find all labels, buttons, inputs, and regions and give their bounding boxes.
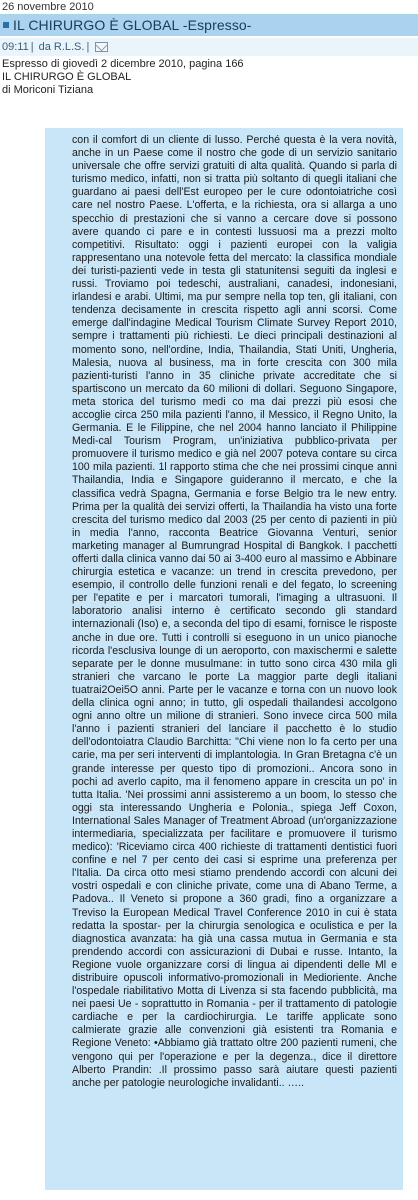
article-box — [45, 128, 403, 1190]
article-source — [2, 58, 244, 97]
post-author[interactable]: da R.L.S. — [38, 41, 85, 53]
source-headline: IL CHIRURGO È GLOBAL — [2, 71, 132, 83]
meta-separator: | — [86, 41, 90, 53]
source-line: Espresso di giovedì 2 dicembre 2010, pagina 166 — [2, 58, 244, 70]
post-meta-bar — [0, 38, 418, 56]
post-date: 26 novembre 2010 — [2, 1, 94, 13]
envelope-icon[interactable] — [95, 42, 108, 52]
meta-separator: | — [30, 41, 34, 53]
post-title-bar — [0, 14, 418, 36]
source-author: di Moriconi Tiziana — [2, 84, 94, 96]
article-body: con il comfort di un cliente di lusso. Perché questa è la vera novità, anche in un Paese come il nostro che gode di un servizio sanitario universale che offre servizi gratuiti di alta qualità. Quando si parla di turismo medico, infatti, non si tratta più soltanto di quegli italiani che guardano ai paesi dell'Est europeo per le cure odontoiatriche così care nel nostro Paese. L'offerta, e la richiesta, ora si allarga a uno specchio di prestazioni che si vanno a cercare dove si possono avere quando ci pare e in contesti lussuosi ma a prezzi molto competitivi. Risultato: oggi i pazienti europei con la valigia rappresentano una notevole fetta del mercato: la classifica mondiale dei turisti-pazienti vede in testa gli statunitensi seguiti da inglesi e russi. Troviamo poi tedeschi, australiani, canadesi, indonesiani, irlandesi e arabi. Ultimi, ma pur sempre nella top ten, gli italiani, con tendenza decisamente in crescita rispetto agli anni scorsi. Come emerge dall'indagine Medical Tourism Climate Survey Report 2010, sempre i trattamenti più richiesti. Le dieci principali destinazioni al momento sono, nell'ordine, India, Thailandia, Stati Uniti, Ungheria, Malesia, nuova al business, ma in forte crescita con 300 mila pazienti-turisti l'anno in 35 cliniche private accreditate che si spartiscono un mercato da 60 milioni di dollari. Seguono Singapore, meta storica del turismo medi co ma dai prezzi più esosi che accoglie circa 250 mila pazienti l'anno, il Messico, il Regno Unito, la Germania. E le Filippine, che nel 2004 hanno lanciato il Philippine Medi-cal Tourism Program, un'iniziativa pubblico-privata per promuovere il turismo medico e già nel 2007 poteva contare su circa 100 mila pazienti. 1l rapporto stima che che nei prossimi cinque anni Thailandia, India e Singapore guideranno il mercato, e che la classifica vedrà Spagna, Germania e forse Belgio tra le new entry. Prima per la qualità dei servizi offerti, la Thailandia ha visto una forte crescita del turismo medico dal 2003 (25 per cento di pazienti in più in media l'anno, racconta Beatrice Giovanna Venturi, senior marketing manager al Bumrungrad Hospital di Bangkok. I pacchetti offerti dalla clinica vanno dai 50 ai 3-400 euro al massimo e Abbinare chirurgia estetica e vacanze: un trend in crescita prevedono, per esempio, il controllo delle funzioni renali e del fegato, lo screening per l'epatite e per i marcatori tumorali, l'imaging a ultrasuoni. Il laboratorio analisi interno è certificato secondo gli standard internazionali (Iso) e, a seconda del tipo di esami, fornisce le risposte anche in due ore. Tutti i controlli si eseguono in un unico pianoche ricorda l'esclusiva lounge di un aeroporto, con maxischermi e salette separate per le donne musulmane: in tutto sono circa 430 mila gli stranieri che varcano le porte La maggior parte degli italiani tuatrai2Oei5O anni. Parte per le vacanze e torna con un nuovo look della clinica ogni anno; in tutto, gli ospedali thailandesi accolgono ogni anno oltre un milione di stranieri. Sono invece circa 500 mila l'anno i pazienti stranieri del lanciare il pacchetto è lo studio dell'odontoiatra Claudio Barchitta: "Chi viene non lo fa certo per una carie, ma per seri interventi di implantologia. In Gran Bretagna c'è un grande interesse per questo tipo di promozioni.. Ancora sono in pochi ad averlo capito, ma il fenomeno appare in crescita un po' in tutta Italia. 'Nei prossimi anni assisteremo a un boom, lo stesso che oggi sta interessando Ungheria e Polonia., spiega Jeff Coxon, International Sales Manager of Treatment Abroad (un'organizzazione intermediaria, specializzata per facilitare e promuovere il turismo medico): 'Riceviamo circa 400 richieste di trattamenti dentistici fuori confine e nel 7 per cento dei casi si esprime una preferenza per l'Italia. Da circa otto mesi stiamo prendendo accordi con alcuni dei vostri ospedali e con cliniche private, come una di Abano Terme, a Padova.. Il Veneto si propone a 360 gradi, fino a organizzare a Treviso la European Medical Travel Conference 2010 in cui è stata redatta la spostar- per la chirurgia senologica e oculistica e per la diagnostica avanzata: ha già una cassa mutua in Germania e sta prendendo accordi con assicurazioni di Dubai e russe. Intanto, la Regione vuole organizzare corsi di lingua ai dipendenti delle Ml e distribuire opuscoli informativo-promozionali in Medioriente. Anche l'ospedale riabilitativo Motta di Livenza si sta facendo pubblicità, ma nei paesi Ue - soprattutto in Romania - per il trattamento di patologie cardiache e per la cardiochirurgia. Le tariffe applicate sono calmierate grazie alle convenzioni già esistenti tra Romania e Regione Veneto: •Abbiamo già trattato oltre 200 pazienti rumeni, che vengono qui per l'operazione e per la degenza., dice il direttore Alberto Prandin: .Il prossimo passo sarà aiutare questi pazienti anche per patologie neurologiche invalidanti.. ….. — [72, 134, 397, 1089]
post-time: 09:11 — [2, 41, 29, 53]
post-title[interactable]: IL CHIRURGO È GLOBAL -Espresso- — [13, 17, 252, 33]
square-bullet-icon — [3, 22, 9, 28]
